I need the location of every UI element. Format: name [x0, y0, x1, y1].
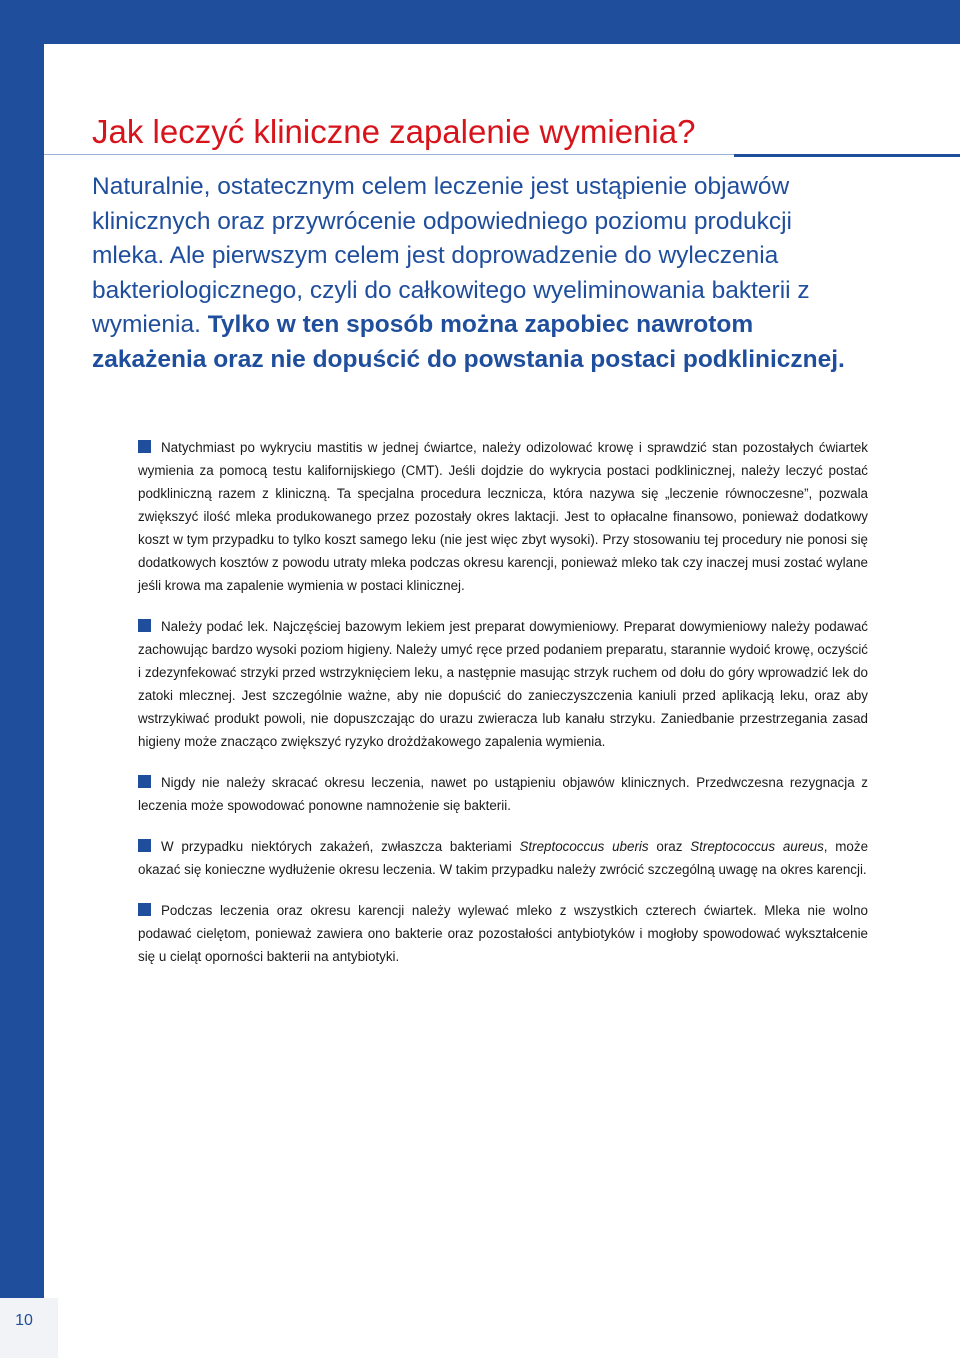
bullet-square-icon [138, 440, 151, 453]
lead-paragraph [92, 170, 862, 377]
list-item [138, 436, 868, 597]
species-name: Streptococcus uberis [519, 839, 649, 854]
bullet-text: Podczas leczenia oraz okresu karencji należy wylewać mleko z wszystkich czterech ćwiartek. Mleka nie wolno podawać cielętom, ponieważ zawiera ono bakterie oraz pozostałości antybiotyków i mogłoby spowodować wykształcenie się u cieląt oporności bakterii na antybiotyki. [138, 903, 868, 964]
bullet-square-icon [138, 619, 151, 632]
top-band [0, 0, 960, 44]
bullet-square-icon [138, 903, 151, 916]
bullet-text: W przypadku niektórych zakażeń, zwłaszcza bakteriami [161, 839, 520, 854]
bullet-text: oraz [648, 839, 691, 854]
list-item [138, 899, 868, 968]
title-rule-accent [734, 154, 960, 157]
bullet-square-icon [138, 775, 151, 788]
lead-text: Naturalnie, ostatecznym celem leczenie jest ustąpienie objawów klinicznych oraz przywrócenie odpowiedniego poziomu produkcji mleka. Ale pierwszym celem jest doprowadzenie do wyleczenia bakteriologicznego, czyli do całkowitego wyeliminowania bakterii z wymienia. [92, 173, 810, 338]
bullet-text: Należy podać lek. Najczęściej bazowym lekiem jest preparat dowymieniowy. Preparat dowymieniowy należy podawać zachowując bardzo wysoki poziom higieny. Należy umyć ręce przed podaniem preparatu, starannie wydoić krowę, oczyścić i zdezynfekować strzyki przed wstrzyknięciem leku, a następnie masując strzyk ruchem od dołu do góry wprowadzić lek do zatoki mlecznej. Jest szczególnie ważne, aby nie dopuścić do zanieczyszczenia kaniuli przed aplikacją leku, oraz aby wstrzykiwać produkt powoli, nie dopuszczając do urazu zwieracza lub kanału strzyku. Zaniedbanie przestrzegania zasad higieny może znacząco zwiększyć ryzyko drożdżakowego zapalenia wymienia. [138, 619, 868, 749]
bullet-text: Nigdy nie należy skracać okresu leczenia, nawet po ustąpieniu objawów klinicznych. Przedwczesna rezygnacja z leczenia może spowodować ponowne namnożenie się bakterii. [138, 775, 868, 813]
list-item [138, 835, 868, 881]
page-title: Jak leczyć kliniczne zapalenie wymienia? [92, 113, 696, 150]
bullet-square-icon [138, 839, 151, 852]
page-number: 10 [15, 1312, 33, 1329]
bullet-list [138, 436, 868, 986]
bullet-text: , może okazać się konieczne wydłużenie okresu leczenia. W takim przypadku należy zwrócić szczególną uwagę na okres karencji. [138, 839, 869, 877]
left-band [0, 0, 44, 1358]
lead-emphasis: Tylko w ten sposób można zapobiec nawrotom zakażenia oraz nie dopuścić do powstania postaci podklinicznej. [92, 311, 845, 373]
list-item [138, 771, 868, 817]
species-name: Streptococcus aureus [690, 839, 824, 854]
list-item [138, 615, 868, 753]
bullet-text: Natychmiast po wykryciu mastitis w jednej ćwiartce, należy odizolować krowę i sprawdzić stan pozostałych ćwiartek wymienia za pomocą testu kalifornijskiego (CMT). Jeśli dojdzie do wykrycia postaci podklinicznej, należy leczyć postać podkliniczną razem z kliniczną. Ta specjalna procedura lecznicza, która nazywa się „leczenie równoczesne”, pozwala zwiększyć ilość mleka produkowanego przez pozostały okres laktacji. Jest to opłacalne finansowo, ponieważ dodatkowy koszt w tym przypadku to tylko koszt samego leku (nie jest więc zbyt wysoki). Przy stosowaniu tej procedury nie ponosi się dodatkowych kosztów z powodu utraty mleka podczas okresu karencji, ponieważ mleko tak czy inaczej musi zostać wylane jeśli krowa ma zapalenie wymienia w postaci klinicznej. [138, 440, 868, 593]
